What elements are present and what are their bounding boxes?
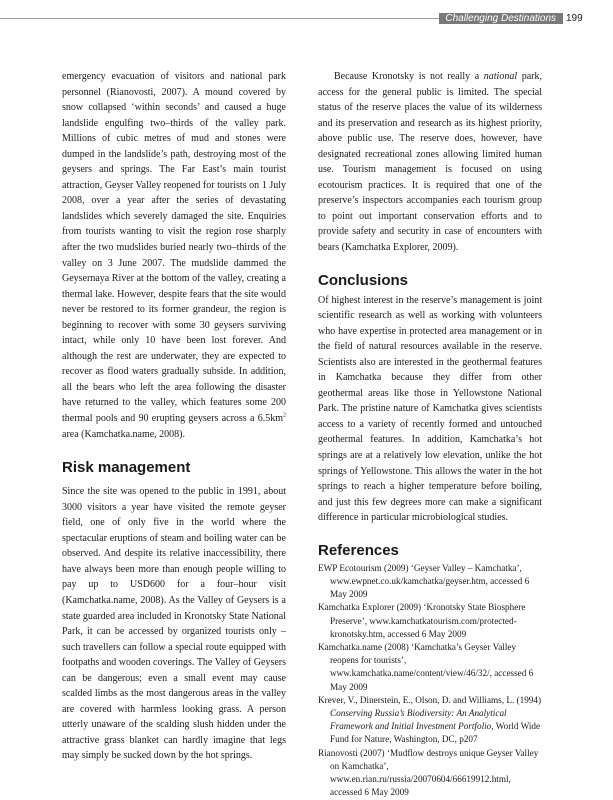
right-column	[318, 69, 542, 799]
reference-item: EWP Ecotourism (2009) ‘Geyser Valley – Kamchatka’, www.ewpnet.co.uk/kamchatka/geyser.htm, accessed 6 May 2009	[318, 562, 530, 600]
risk-management-heading: Risk management	[62, 459, 191, 477]
reference-item: Krever, V., Dinerstein, E., Olson, D. and Williams, L. (1994) Conserving Russia’s Biodiversity: An Analytical Framework and Initial Investment Portfolio, World Wide Fund for Nature, Washington, DC, p207	[318, 694, 542, 745]
conclusions-heading: Conclusions	[318, 271, 409, 289]
conclusions-paragraph: Of highest interest in the reserve’s management is joint scientific research as well as working with volunteers who have expertise in protected area management or in the field of natural resources available in the reserve. Scientists also are interested in the geothermal features in Kamchatka because they differ from other geothermal areas like those in Yellowstone National Park. The pristine nature of Kamchatka gives scientists access to a variety of recently formed and untouched geothermal features. In addition, Kamchatka’s hot springs are at a relatively low elevation, unlike the hot springs of Yellowstone. This allows the water in the hot springs to reach a higher temperature before boiling, and just this few degrees more can make a significant difference in particular microbiological studies.	[318, 294, 542, 524]
national-park-paragraph: Because Kronotsky is not really a national park, access for the general public is limited. The special status of the reserve places the value of its wilderness and its preservation and research as its highest priority, above public use. The reserve does, however, have designated recreational zones allowing limited human use. Tourism management is focused on using ecotourism practices. It is required that one of the preserve’s inspectors accompanies each tourism group to point out important conservation efforts and to provide safety and security in case of encounters with bears (Kamchatka Explorer, 2009).	[318, 71, 542, 254]
reference-item: Kamchatka Explorer (2009) ‘Kronotsky State Biosphere Preserve’, www.kamchatkatourism.com/protected-kronotsky.htm, accessed 6 May 2009	[318, 602, 526, 639]
references-list	[318, 562, 542, 800]
reference-item: Kamchatka.name (2008) ‘Kamchatka’s Geyser Valley reopens for tourists’, www.kamchatka.name/content/view/46/32/, accessed 6 May 2009	[318, 641, 534, 692]
running-title: Challenging Destinations	[445, 13, 556, 24]
risk-paragraph: Since the site was opened to the public in 1991, about 3000 visitors a year have visited the remote geyser field, one of only five in the world where the spectacular eruptions of steam and boiling water can be observed. And despite its relative inaccessibility, there have always been more than enough people willing to pay up to USD600 for a four–hour visit (Kamchatka.name, 2008). As the Valley of Geysers is a state guarded area included in Kronotsky State National Park, it can be accessed by organized tourists only – such travellers can follow a special route equipped with footpaths and wooden coverings. The Valley of Geysers can be dangerous; even a small event may cause scalded limbs as the most dangerous areas in the valley are covered with harmless looking grass. A person utterly unaware of the scalding slush hidden under the attractive grass blanket can hardly imagine that legs may simply be sucked down by the hot springs.	[62, 486, 286, 762]
left-column	[62, 69, 286, 764]
references-heading: References	[318, 541, 399, 559]
page-number: 199	[566, 13, 583, 24]
intro-paragraph: emergency evacuation of visitors and national park personnel (Rianovosti, 2007). A mound covered by snow collapsed ‘within seconds’ and caused a huge landslide engulfing two–thirds of the valley park. Millions of cubic metres of mud and stones were dumped in the landslide’s path, destroying most of the geysers and springs. The Far East’s main tourist attraction, Geyser Valley reopened for tourists on 1 July 2008, over a year after the series of devastating landslides which severely damaged the site. Enquiries from tourists wanting to visit the region rose sharply after the two mudslides buried nearly two–thirds of the valley on 3 June 2007. The mudslide dammed the Geysernaya River at the bottom of the valley, creating a thermal lake. However, despite fears that the site would never be restored to its former grandeur, the region is beginning to recover with some 30 geysers surviving intact, while only 10 have been lost forever. And although the rest are underwater, they are expected to recover as flood waters gradually subside. In addition, all the bears who left the area following the disaster have returned to the valley, which features some 200 thermal pools and 90 erupting geysers across a $6.5km^2$ area (Kamchatka.name, 2008).	[62, 71, 286, 440]
reference-item: Rianovosti (2007) ‘Mudflow destroys unique Geyser Valley on Kamchatka’, www.en.rian.ru/russia/20070604/66619912.html, accessed 6 May 2009	[318, 747, 539, 798]
